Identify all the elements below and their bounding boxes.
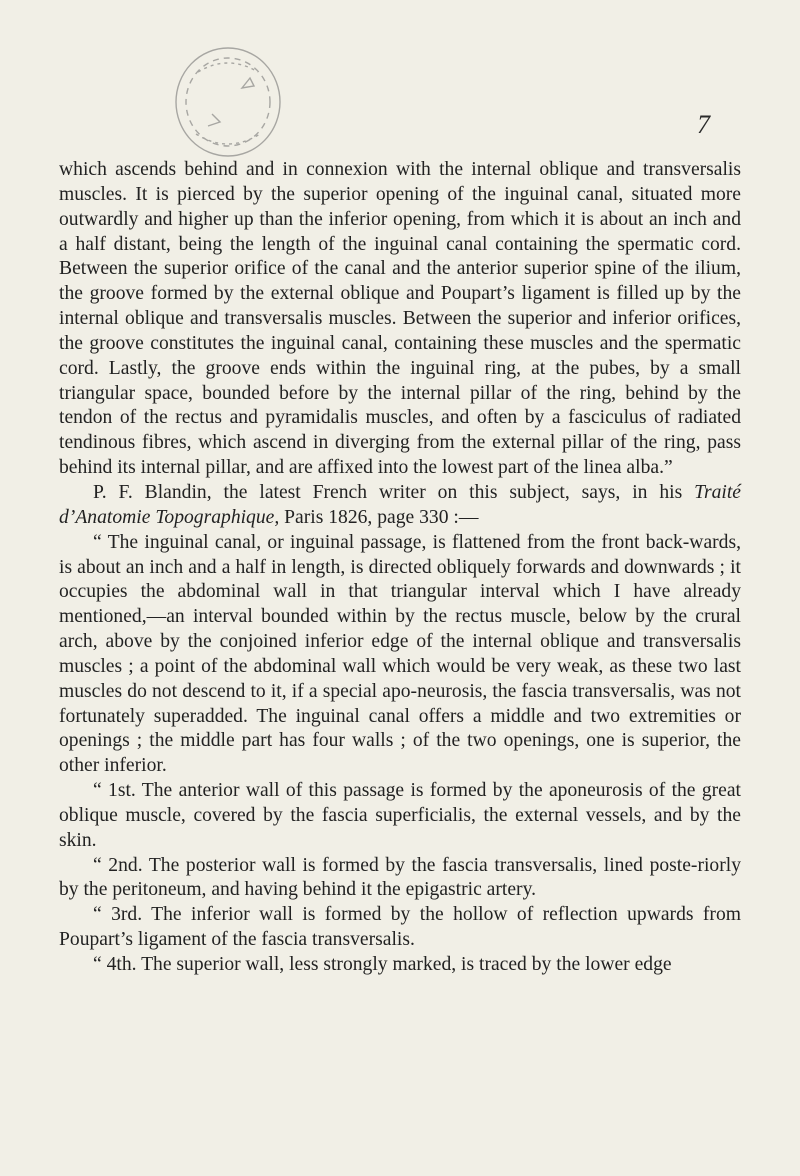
library-stamp <box>168 42 288 164</box>
blandin-citation: Paris 1826, page 330 :— <box>279 506 479 528</box>
quote-paragraph: “ 1st. The anterior wall of this passage is formed by the aponeurosis of the great oblique muscle, covered by the fascia superficialis, the external vessels, and by the skin. <box>59 780 741 851</box>
quote-paragraph: “ 2nd. The posterior wall is formed by the fascia transversalis, lined poste-riorly by the peritoneum, and having behind it the epigastric artery. <box>59 854 741 901</box>
paragraph-blandin <box>59 481 741 531</box>
body-text <box>59 158 741 978</box>
quote-paragraph: “ 4th. The superior wall, less strongly marked, is traced by the lower edge <box>93 954 672 975</box>
paragraph: which ascends behind and in connexion with the internal oblique and transversalis muscles. It is pierced by the superior opening of the inguinal canal, situated more outwardly and higher up than the inferior opening, from which it is about an inch and a half distant, being the length of the inguinal canal containing the spermatic cord. Between the superior orifice of the canal and the anterior superior spine of the ilium, the groove formed by the external oblique and Poupart’s ligament is filled up by the internal oblique and transversalis muscles. Between the superior and inferior orifices, the groove constitutes the inguinal canal, containing these muscles and the spermatic cord. Lastly, the groove ends within the inguinal ring, at the pubes, by a small triangular space, bounded before by the internal pillar of the ring, behind by the tendon of the rectus and pyramidalis muscles, and often by a fasciculus of radiated tendinous fibres, which ascend in diverging from the external pillar of the ring, pass behind its internal pillar, and are affixed into the lowest part of the linea alba.” <box>59 159 741 479</box>
quote-paragraph: “ 3rd. The inferior wall is formed by the hollow of reflection upwards from Poupart’s ligament of the fascia transversalis. <box>59 904 741 951</box>
blandin-intro: P. F. Blandin, the latest French writer on this subject, says, in his <box>93 481 695 503</box>
page-number: 7 <box>697 110 710 139</box>
quote-paragraph: “ The inguinal canal, or inguinal passage, is flattened from the front back-wards, is about an inch and a half in length, is directed obliquely forwards and downwards ; it occupies the abdominal wall in that triangular interval which I have already mentioned,—an interval bounded within by the rectus muscle, below by the crural arch, above by the conjoined inferior edge of the internal oblique and transversalis muscles ; a point of the abdominal wall which would be very weak, as these two last muscles do not descend to it, if a special apo-neurosis, the fascia transversalis, was not fortunately superadded. The inguinal canal offers a middle and two extremities or openings ; the middle part has four walls ; of the two openings, one is superior, the other inferior. <box>59 531 741 777</box>
book-title: Traité d’Anatomie Topographique, <box>59 481 741 528</box>
